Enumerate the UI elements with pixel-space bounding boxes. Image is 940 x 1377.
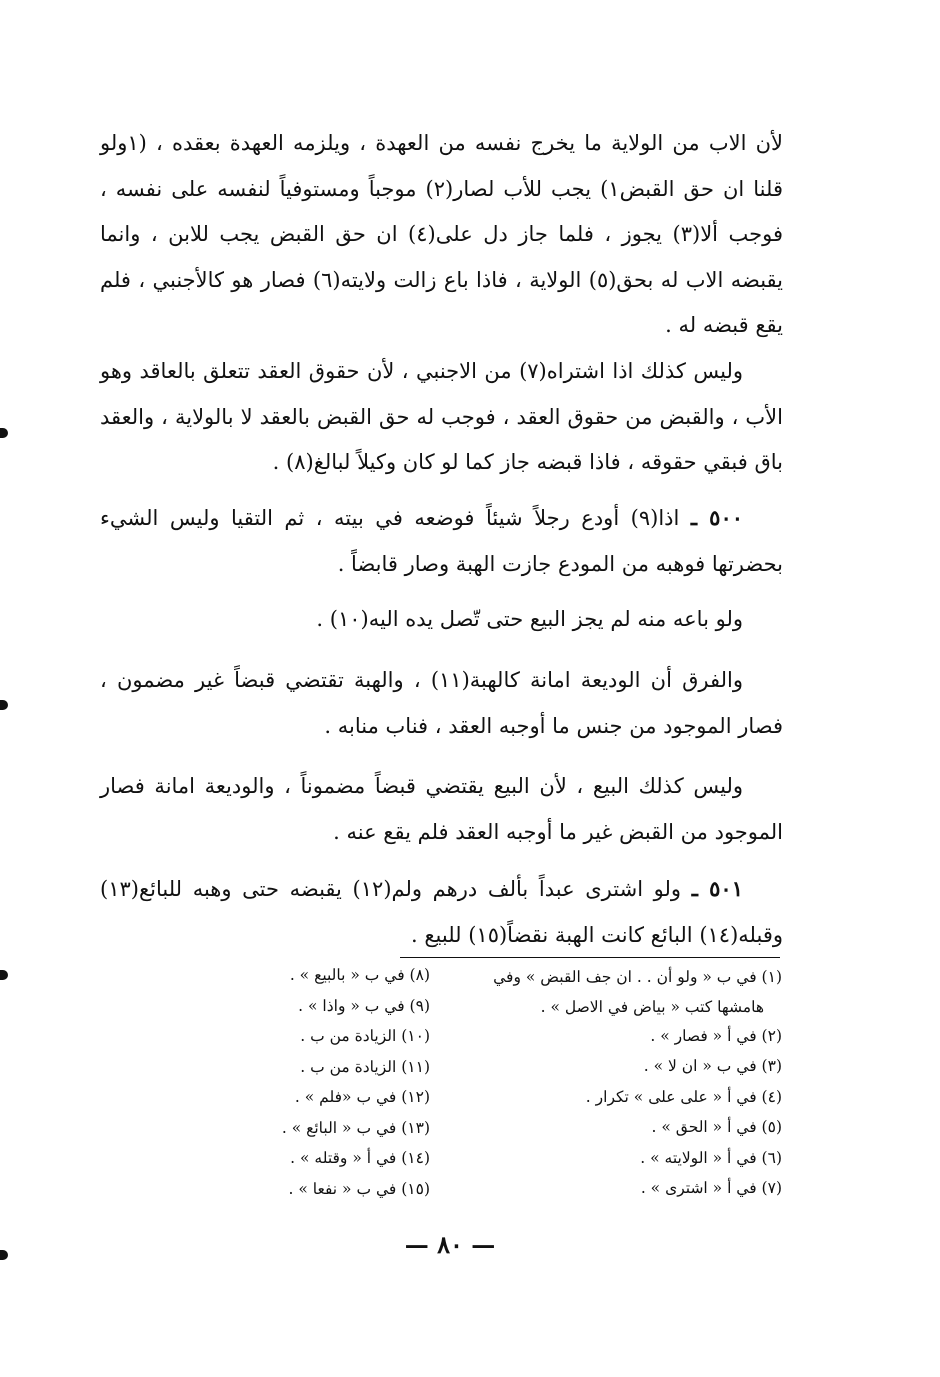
footnote-11: (١١) الزيادة من ب . — [300, 1057, 430, 1076]
footnote-15: (١٥) في ب « نفعا » . — [288, 1179, 430, 1198]
footnote-1: (١) في ب « ولو أن . . ان جف القبض » وفي — [493, 968, 782, 986]
footnote-4: (٤) في أ « على على » تكرار . — [585, 1087, 782, 1106]
footnotes-right-column — [442, 962, 782, 1204]
scan-edge-mark — [0, 428, 8, 438]
paragraph-500 — [100, 495, 783, 587]
paragraph-2 — [100, 349, 783, 486]
footnote-1-continued: هامشها كتب « بياض في الاصل » . — [540, 997, 764, 1016]
paragraph-501 — [100, 866, 783, 958]
section-number-501: ٥٠١ ـ — [691, 876, 743, 901]
footnote-10: (١٠) الزيادة من ب . — [300, 1027, 430, 1045]
paragraph-1-text: لأن الاب من الولاية ما يخرج نفسه من العهدة ، ويلزمه العهدة بعقده ، (١ولو قلنا ان حق القبض١) يجب للأب لصار(٢) موجباً ومستوفياً لنفسه على نفسه ، فوجب ألا(٣) يجوز ، فلما جاز دل على(٤) ان حق القبض يجب للابن ، وانما يقبضه الاب له بحق(٥) الولاية ، فاذا باع زالت ولايته(٦) فصار هو كالأجنبي ، فلم يقع قبضه له . — [100, 131, 784, 337]
footnote-12: (١٢) في ب «فلم » . — [294, 1088, 430, 1106]
paragraph-4 — [100, 597, 783, 643]
footnote-13: (١٣) في ب « البائع » . — [281, 1118, 430, 1137]
scan-edge-mark — [0, 1250, 8, 1260]
footnote-14: (١٤) في أ « وقتله » . — [290, 1149, 430, 1167]
footnote-3: (٣) في ب « ان لا » . — [643, 1057, 782, 1075]
footnote-6: (٦) في أ « الولايته » . — [640, 1148, 782, 1167]
footnotes-left-column — [180, 960, 430, 1204]
paragraph-4-text: ولو باعه منه لم يجز البيع حتى تّصل يده اليه(١٠) . — [316, 607, 743, 631]
footnote-7: (٧) في أ « اشترى » . — [640, 1179, 782, 1197]
paragraph-5-text: والفرق أن الوديعة امانة كالهبة(١١) ، والهبة تقتضي قبضاً غير مضمون ، فصار الموجود من جنس ما أوجبه العقد ، فناب منابه . — [100, 668, 783, 738]
paragraph-501-text: ولو اشترى عبداً بألف درهم ولم(١٢) يقبضه حتى وهبه للبائع(١٣) وقبله(١٤) البائع كانت الهبة نقضاً(١٥) للبيع . — [100, 877, 783, 947]
section-number-500: ٥٠٠ ـ — [690, 505, 744, 530]
paragraph-5 — [100, 658, 783, 749]
scan-edge-mark — [0, 700, 8, 710]
paragraph-6 — [100, 764, 783, 855]
footnote-separator — [400, 957, 780, 958]
paragraph-2-text: وليس كذلك اذا اشتراه(٧) من الاجنبي ، لأن حقوق العقد تتعلق بالعاقد وهو الأب ، والقبض من حقوق العقد ، فوجب له حق القبض بالعقد لا بالولاية ، والعقد باق فبقي حقوقه ، فاذا قبضه جاز كما لو كان وكيلاً لبالغ(٨) . — [100, 359, 783, 474]
paragraph-500-text: اذا(٩) أودع رجلاً شيئاً فوضعه في بيته ، ثم التقيا وليس الشيء بحضرتها فوهبه من المودع جازت الهبة وصار قابضاً . — [100, 506, 783, 576]
footnote-5: (٥) في أ « الحق » . — [651, 1118, 782, 1136]
paragraph-6-text: وليس كذلك البيع ، لأن البيع يقتضي قبضاً مضموناً ، والوديعة امانة فصار الموجود من القبض غير ما أوجبه العقد فلم يقع عنه . — [100, 774, 783, 844]
paragraph-1 — [100, 121, 783, 349]
footnote-9: (٩) في ب « واذا » . — [298, 996, 430, 1015]
footnote-2: (٢) في أ « فصار » . — [650, 1026, 782, 1045]
page-number: — ٨٠ — — [404, 1230, 496, 1259]
scan-edge-mark — [0, 970, 8, 980]
footnote-8: (٨) في ب « بالبيع » . — [289, 966, 430, 984]
